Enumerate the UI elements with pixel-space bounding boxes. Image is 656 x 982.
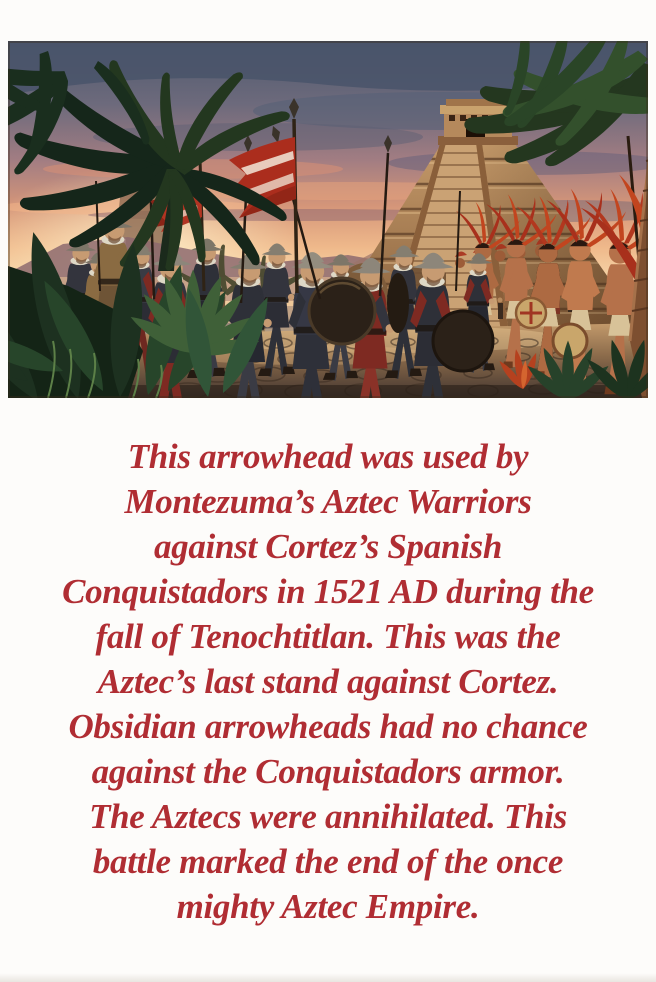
caption-line: battle marked the end of the once [92, 842, 564, 881]
round-shield [433, 311, 493, 371]
aztec-battle-illustration [8, 41, 648, 398]
caption-line: against Cortez’s Spanish [153, 527, 503, 566]
caption-line: against the Conquistadors armor. [91, 752, 565, 791]
caption-text [0, 434, 656, 929]
caption-line: fall of Tenochtitlan. This was the [95, 617, 561, 656]
caption-line: Conquistadors in 1521 AD during the [62, 572, 594, 611]
caption-line: The Aztecs were annihilated. This [89, 797, 567, 836]
caption-line: mighty Aztec Empire. [176, 887, 480, 926]
card-bottom-edge [0, 973, 656, 982]
caption-line: Montezuma’s Aztec Warriors [124, 482, 532, 521]
caption-line: Aztec’s last stand against Cortez. [97, 662, 559, 701]
round-shield [309, 278, 375, 344]
caption-line: This arrowhead was used by [127, 437, 529, 476]
caption-line: Obsidian arrowheads had no chance [68, 707, 588, 746]
